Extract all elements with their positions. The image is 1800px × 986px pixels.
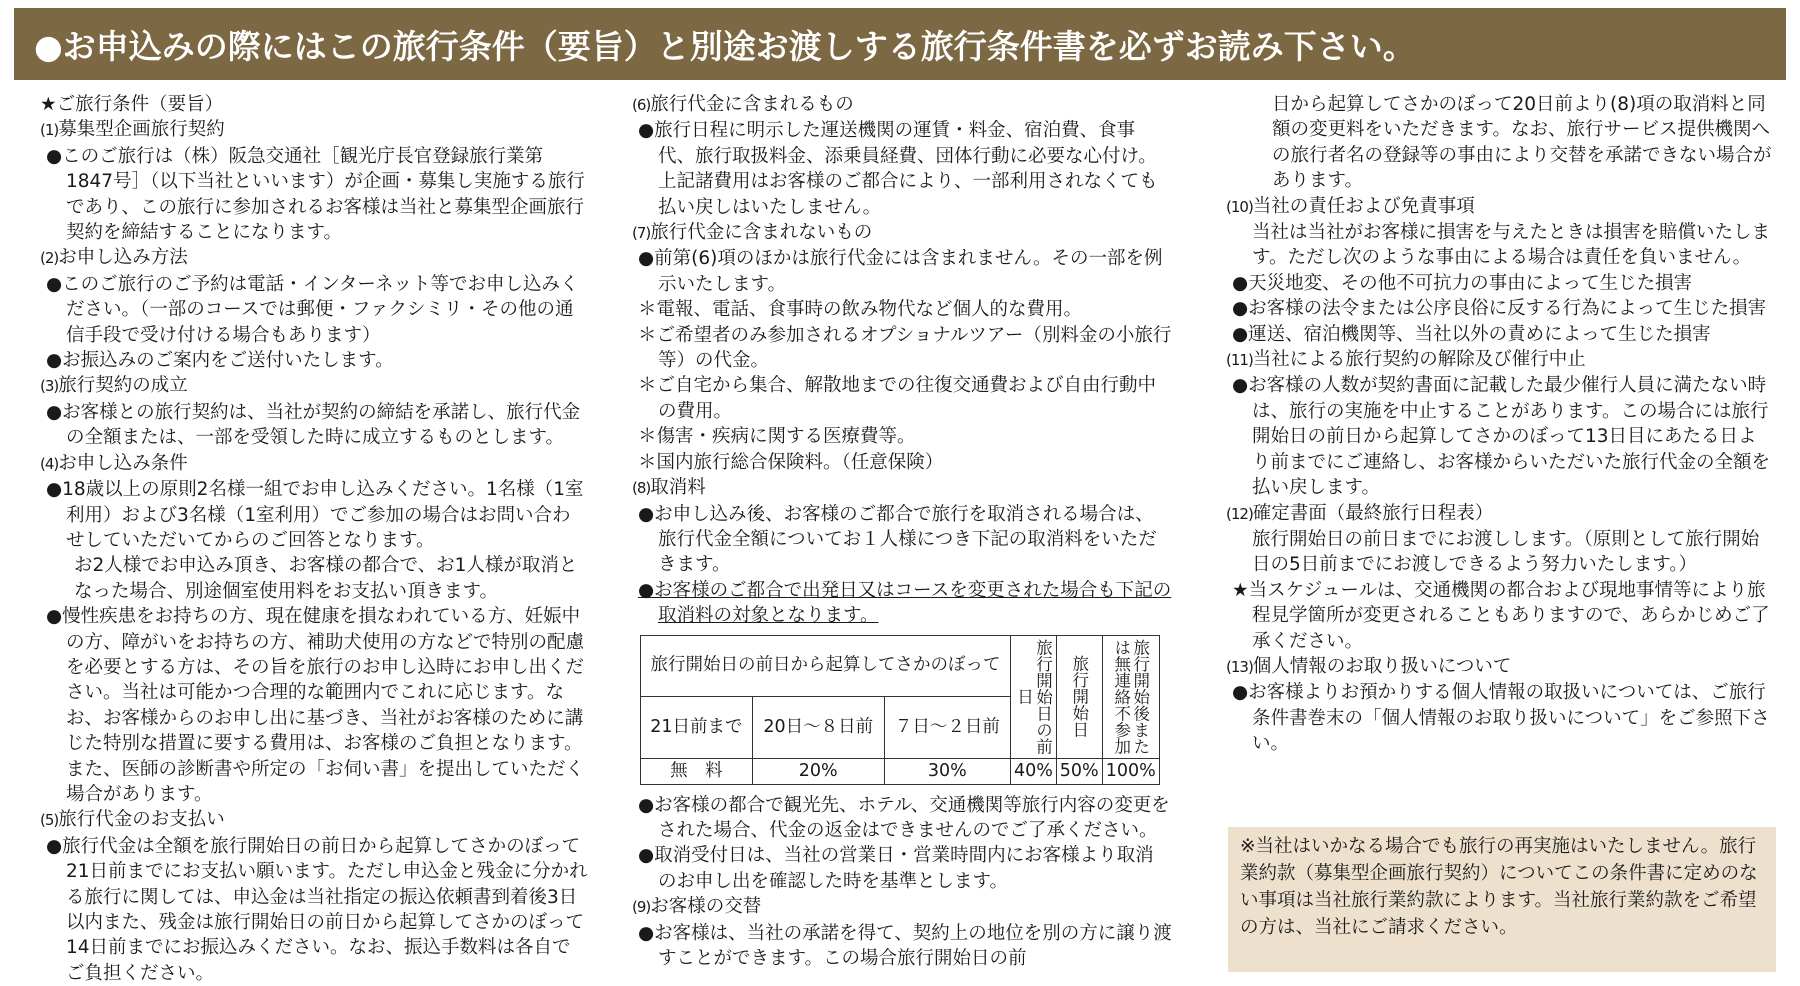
section-2-text: ●このご旅行のご予約は電話・インターネット等でお申し込みください。（一部のコースでは郵便・ファクシミリ・その他の通信手段で受け付ける場合もあります）: [46, 273, 579, 346]
column-2: [632, 92, 1172, 971]
fee-cell-21days: 無 料: [641, 758, 753, 784]
section-8-text-3: ●お客様の都合で観光先、ホテル、交通機関等旅行内容の変更をされた場合、代金の返金はできませんのでご了承ください。: [638, 794, 1170, 841]
section-3-heading: (3)旅行契約の成立: [40, 375, 188, 397]
fee-cell-7-2days: 30%: [884, 758, 1010, 784]
fee-header-7-2days: ７日〜２日前: [884, 697, 1010, 759]
conditions-heading: ★ご旅行条件（要旨）: [40, 94, 224, 115]
fee-cell-day-before: 40%: [1011, 758, 1057, 784]
section-13-heading: (13)個人情報のお取り扱いについて: [1226, 655, 1512, 677]
fee-header-start-day: 旅行開始日: [1056, 635, 1102, 758]
fee-header-span: 旅行開始日の前日から起算してさかのぼって: [641, 635, 1011, 697]
section-5-heading: (5)旅行代金のお支払い: [40, 809, 225, 831]
section-10-item-a: ●天災地変、その他不可抗力の事由によって生じた損害: [1232, 272, 1693, 294]
section-4-text: ●18歳以上の原則2名様一組でお申し込みください。1名様（1室利用）および3名様（1室利用）でご参加の場合はお問い合わせしていただいてからのご回答となります。: [46, 479, 584, 551]
section-2-text-2: ●お振込みのご案内をご送付いたします。: [46, 350, 394, 372]
section-8-heading: (8)取消料: [632, 477, 706, 499]
section-6-text: ●旅行日程に明示した運送機関の運賃・料金、宿泊費、食事代、旅行取扱料金、添乗員経費、団体行動に必要な心付け。上記諸費用はお客様のご都合により、一部利用されなくても払い戻しはいたしません。: [638, 120, 1158, 218]
notice-banner: ●お申込みの際にはこの旅行条件（要旨）と別途お渡しする旅行条件書を必ずお読み下さい。: [14, 8, 1786, 80]
section-7-text: ●前第(6)項のほかは旅行代金には含まれません。その一部を例示いたします。: [638, 248, 1163, 295]
section-7-item-a: ＊電報、電話、食事時の飲み物代など個人的な費用。: [638, 299, 1083, 321]
fee-header-20-8days: 20日〜８日前: [752, 697, 884, 759]
section-10-item-b: ●お客様の法令または公序良俗に反する行為によって生じた損害: [1232, 298, 1767, 320]
section-2-heading: (2)お申し込み方法: [40, 247, 188, 269]
fee-header-21days: 21日前まで: [641, 697, 753, 759]
section-10-text: 当社は当社がお客様に損害を与えたときは損害を賠償いたします。ただし次のような事由による場合は責任を負いません。: [1252, 222, 1771, 269]
section-8-text-underlined: ●お客様のご都合で出発日又はコースを変更された場合も下記の取消料の対象となります。: [638, 579, 1172, 627]
column-1: [40, 92, 588, 986]
section-1-text: ●このご旅行は（株）阪急交通社［観光庁長官登録旅行業第1847号］（以下当社といいます）が企画・募集し実施する旅行であり、この旅行に参加されるお客様は当社と募集型企画旅行契約を締結することになります。: [46, 145, 585, 244]
section-10-item-c: ●運送、宿泊機関等、当社以外の責めによって生じた損害: [1232, 323, 1711, 345]
section-9-text-cont: 日から起算してさかのぼって20日前より(8)項の取消料と同額の変更料をいただきます。なお、旅行サービス提供機関への旅行者名の登録等の事由により交替を承諾できない場合があります。: [1272, 94, 1772, 192]
section-8-text-4: ●取消受付日は、当社の営業日・営業時間内にお客様より取消のお申し出を確認した時を基準とします。: [638, 845, 1154, 892]
section-6-heading: (6)旅行代金に含まれるもの: [632, 94, 854, 115]
fee-header-after-start: 旅行開始後または無連絡不参加: [1102, 635, 1159, 758]
section-4-text-2: ●慢性疾患をお持ちの方、現在健康を損なわれている方、妊娠中の方、障がいをお持ちの方、補助犬使用の方などで特別の配慮を必要とする方は、その旨を旅行のお申し込時にお申し出ください。当社は可能かつ合理的な範囲内でこれに応じます。なお、お客様からのお申し出に基づき、当社がお客様のために講じた特別な措置に要する費用は、お客様のご負担となります。また、医師の診断書や所定の「お伺い書」を提出していただく場合があります。: [46, 606, 585, 805]
fee-cell-after-start: 100%: [1102, 758, 1159, 784]
terms-note-box: ※当社はいかなる場合でも旅行の再実施はいたしません。旅行業約款（募集型企画旅行契約）についてこの条件書に定めのない事項は当社旅行業約款によります。当社旅行業約款をご希望の方は、当社にご請求ください。: [1228, 827, 1776, 972]
section-11-text: ●お客様の人数が契約書面に記載した最少催行人員に満たない時は、旅行の実施を中止することがあります。この場合には旅行開始日の前日から起算してさかのぼって13日目にあたる日より前までにご連絡し、お客様からいただいた旅行代金の全額を払い戻します。: [1232, 375, 1771, 499]
section-10-heading: (10)当社の責任および免責事項: [1226, 195, 1475, 217]
fee-cell-start-day: 50%: [1056, 758, 1102, 784]
section-7-heading: (7)旅行代金に含まれないもの: [632, 222, 873, 244]
section-7-item-b: ＊ご希望者のみ参加されるオプショナルツアー（別料金の小旅行等）の代金。: [638, 324, 1172, 372]
cancellation-fee-table: [640, 635, 1160, 785]
section-4-heading: (4)お申し込み条件: [40, 452, 188, 474]
section-11-heading: (11)当社による旅行契約の解除及び催行中止: [1226, 349, 1586, 371]
fee-header-day-before: 旅行開始日の前日: [1011, 635, 1057, 758]
section-3-text: ●お客様との旅行契約は、当社が契約の締結を承諾し、旅行代金の全額または、一部を受領した時に成立するものとします。: [46, 401, 581, 449]
section-12-heading: (12)確定書面（最終旅行日程表）: [1226, 502, 1494, 524]
column-3: [1226, 92, 1774, 757]
section-7-item-c: ＊ご自宅から集合、解散地までの往復交通費および自由行動中の費用。: [638, 375, 1157, 422]
section-8-text: ●お申し込み後、お客様のご都合で旅行を取消される場合は、旅行代金全額についてお１人様につき下記の取消料をいただきます。: [638, 503, 1157, 576]
section-13-text: ●お客様よりお預かりする個人情報の取扱いについては、ご旅行条件書巻末の「個人情報のお取り扱いについて」をご参照下さい。: [1232, 682, 1770, 755]
section-5-text: ●旅行代金は全額を旅行開始日の前日から起算してさかのぼって21日前までにお支払い願います。ただし申込金と残金に分かれる旅行に関しては、申込金は当社指定の振込依頼書到着後3日以内また、残金は旅行開始日の前日から起算してさかのぼって14日前までにお振込みください。なお、振込手数料は各自でご負担ください。: [46, 835, 588, 984]
section-9-heading: (9)お客様の交替: [632, 896, 762, 918]
section-9-text: ●お客様は、当社の承諾を得て、契約上の地位を別の方に譲り渡すことができます。この場合旅行開始日の前: [638, 922, 1172, 969]
fee-cell-20-8days: 20%: [752, 758, 884, 784]
section-12-text: 旅行開始日の前日までにお渡しします。（原則として旅行開始日の5日前までにお渡しできるよう努力いたします。）: [1252, 528, 1760, 576]
section-4-text-cont: お2人様でお申込み頂き、お客様の都合で、お1人様が取消となった場合、別途個室使用料をお支払い頂きます。: [74, 555, 578, 602]
schedule-note: ★当スケジュールは、交通機関の都合および現地事情等により旅程見学箇所が変更されることもありますので、あらかじめご了承ください。: [1232, 579, 1770, 652]
section-7-item-e: ＊国内旅行総合保険料。（任意保険）: [638, 451, 944, 473]
section-7-item-d: ＊傷害・疾病に関する医療費等。: [638, 426, 916, 448]
section-1-heading: (1)募集型企画旅行契約: [40, 119, 225, 141]
